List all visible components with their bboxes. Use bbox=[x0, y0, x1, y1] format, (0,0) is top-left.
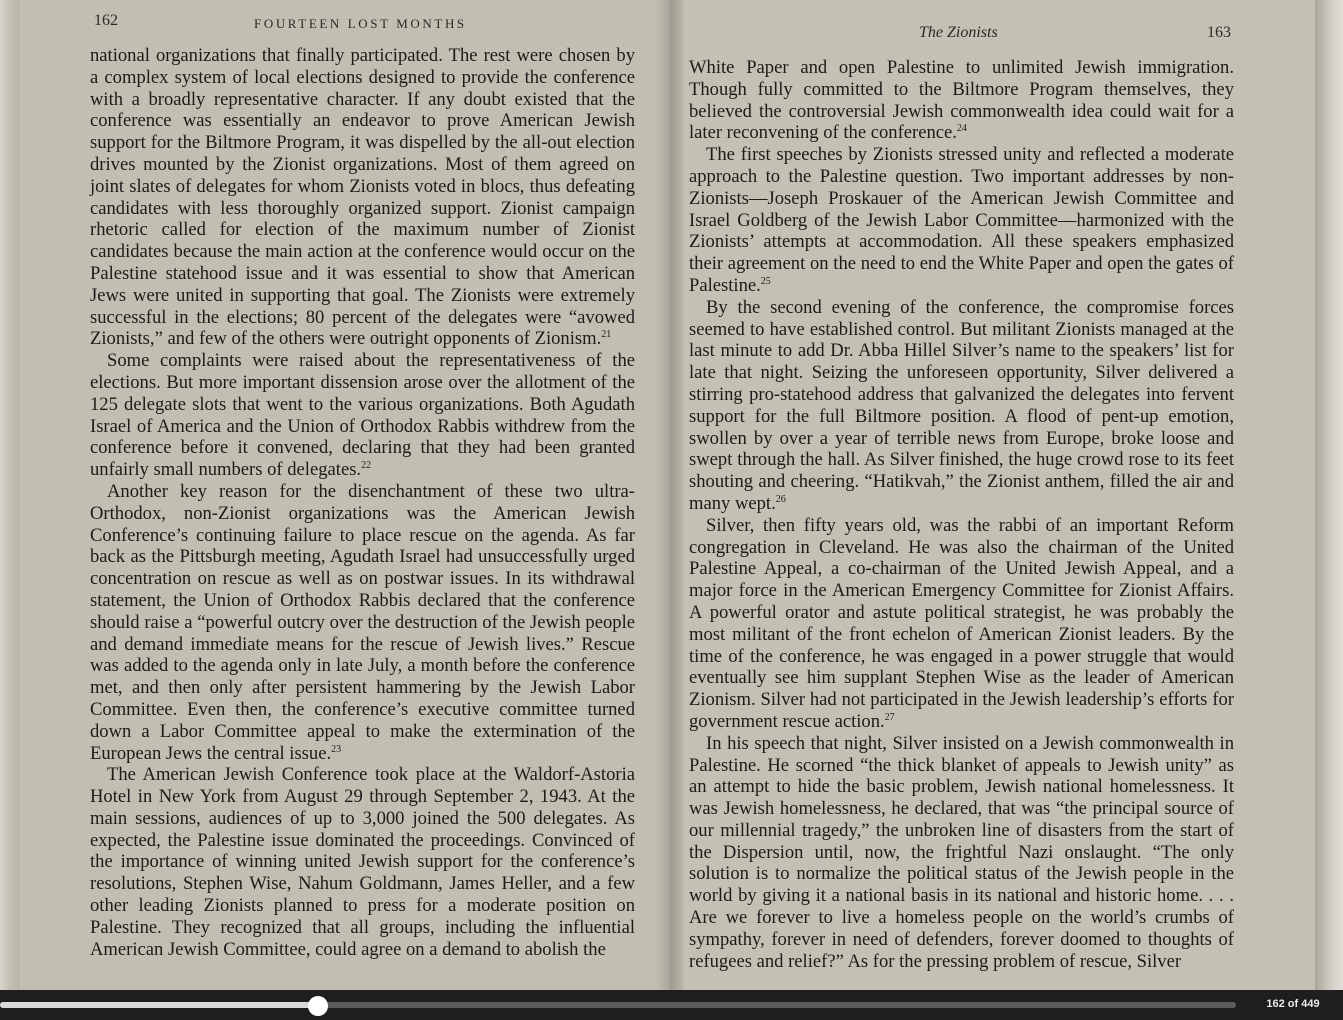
paragraph-text: Silver, then fifty years old, was the rabbi of an important Reform congregation in Cleveland. He was also the chairman of the United Palestine Appeal, a co-chairman of the United Jewish Appeal, and a major force in the American Emergency Committee for Zionist Affairs. A powerful orator and astute political strategist, he was probably the most militant of the front echelon of American Zionist leaders. By the time of the conference, he was engaged in a power struggle that would eventually see him supplant Stephen Wise as the leader of American Zionism. Silver had not participated in the Jewish leadership’s efforts for government rescue action. bbox=[689, 514, 1234, 732]
footnote-marker: 23 bbox=[331, 743, 342, 755]
left-page bbox=[20, 0, 657, 990]
page-stack-edge-right bbox=[1315, 0, 1343, 990]
left-running-head: FOURTEEN LOST MONTHS bbox=[254, 16, 467, 31]
paragraph bbox=[90, 481, 635, 764]
paragraph bbox=[689, 297, 1234, 515]
paragraph-text: By the second evening of the conference, the compromise forces seemed to have established control. But militant Zionists managed at the last minute to add Dr. Abba Hillel Silver’s name to the speakers’ list for late that night. Seizing the unforeseen opportunity, Silver delivered a stirring pro-statehood address that galvanized the delegates into fervent support for the full Biltmore position. A flood of pent-up emotion, swollen by over a year of terrible news from Europe, broke loose and swept through the hall. As Silver finished, the huge crowd rose to its feet shouting and cheering. “Hatikvah,” the Zionist anthem, filled the air and many wept. bbox=[689, 296, 1234, 514]
footnote-marker: 26 bbox=[775, 493, 786, 505]
footnote-marker: 21 bbox=[601, 329, 612, 341]
footnote-marker: 24 bbox=[956, 123, 967, 135]
paragraph-text: national organizations that finally participated. The rest were chosen by a complex system of local elections designed to provide the conference with a broadly representative character. If any doubt existed that the conference was essentially an endeavor to prove American Jewish support for the Biltmore Program, it was dispelled by the all-out election drives mounted by the Zionist organizations. Most of them agreed on joint slates of delegates for whom Zionists voted in blocs, thus defeating candidates with less thoroughly organized support. Zionist campaign rhetoric called for election of the maximum number of Zionist candidates because the main action at the conference would occur on the Palestine statehood issue and it was essential to show that American Jews were united in supporting that goal. The Zionists were extremely successful in the elections; 80 percent of the delegates were “avowed Zionists,” and few of the others were outright opponents of Zionism. bbox=[90, 45, 635, 350]
paragraph-text: White Paper and open Palestine to unlimited Jewish immigration. Though fully committed to the Biltmore Program themselves, they believed the controversial Jewish commonwealth idea could wait for a later reconvening of the conference. bbox=[689, 57, 1234, 144]
paragraph bbox=[689, 733, 1234, 973]
paragraph bbox=[689, 144, 1234, 297]
footnote-marker: 22 bbox=[361, 460, 372, 472]
page-stack-edge-left bbox=[0, 0, 20, 990]
left-page-body-text bbox=[90, 45, 635, 960]
left-page-number: 162 bbox=[94, 12, 118, 29]
footnote-marker: 27 bbox=[884, 711, 895, 723]
paragraph-text: The first speeches by Zionists stressed unity and reflected a moderate approach to the Palestine question. Two important addresses by non-Zionists—Joseph Proskauer of the American Jewish Committee and Israel Goldberg of the Jewish Labor Committee—harmonized with the Zionists’ attempts at accommodation. All these speakers emphasized their agreement on the need to end the White Paper and open the gates of Palestine. bbox=[689, 144, 1234, 296]
paragraph bbox=[689, 57, 1234, 144]
right-page-body-text bbox=[689, 57, 1234, 972]
paragraph bbox=[90, 45, 635, 350]
paragraph-text: Another key reason for the disenchantment of these two ultra-Orthodox, non-Zionist organizations was the American Jewish Conference’s continuing failure to place rescue on the agenda. As far back as the Pittsburgh meeting, Agudath Israel had unsuccessfully urged concentration on rescue as well as on postwar issues. In its withdrawal statement, the Union of Orthodox Rabbis declared that the conference should raise a “powerful outcry over the destruction of the Jewish people and demand immediate means for the rescue of Jewish lives.” Rescue was added to the agenda only in late July, a month before the conference met, and then only after persistent hammering by the Jewish Labor Committee. Even then, the conference’s executive committee turned down a Labor Committee appeal to make the extermination of the European Jews the central issue. bbox=[90, 480, 635, 764]
page-slider-progress bbox=[0, 1002, 318, 1008]
paragraph bbox=[90, 350, 635, 481]
paragraph-text: Some complaints were raised about the representativeness of the elections. But more important dissension arose over the allotment of the 125 delegate slots that went to the various organizations. Both Agudath Israel of America and the Union of Orthodox Rabbis withdrew from the conference before it convened, declaring that they had been granted unfairly small numbers of delegates. bbox=[90, 350, 635, 481]
right-page-number: 163 bbox=[1207, 24, 1231, 41]
page-slider-handle[interactable] bbox=[308, 996, 328, 1016]
paragraph bbox=[689, 515, 1234, 733]
paragraph-text: In his speech that night, Silver insisted on a Jewish commonwealth in Palestine. He scorned “the thick blanket of appeals to Jewish unity” as an attempt to hide the basic problem, Jewish national homelessness. It was Jewish homelessness, he declared, that was “the principal source of our millennial tragedy,” the unbroken line of disasters from the start of the Dispersion until, now, the frightful Nazi onslaught. “The only solution is to normalize the political status of the Jewish people in the world by giving it a national basis in its national and historic home. . . . Are we forever to live a homeless people on the world’s crumbs of sympathy, forever in need of defenders, forever doomed to thoughts of refugees and relief?” As for the pressing problem of rescue, Silver bbox=[689, 732, 1234, 972]
right-running-head: The Zionists bbox=[919, 24, 998, 41]
book-gutter bbox=[655, 0, 685, 990]
paragraph bbox=[90, 764, 635, 960]
footnote-marker: 25 bbox=[760, 275, 771, 287]
paragraph-text: The American Jewish Conference took place at the Waldorf-Astoria Hotel in New York from August 29 through September 2, 1943. At the main sessions, audiences of up to 3,000 joined the 500 delegates. As expected, the Palestine issue dominated the proceedings. Convinced of the importance of winning united Jewish support for the conference’s resolutions, Stephen Wise, Nahum Goldmann, James Heller, and a few other leading Zionists planned to press for a moderate position on Palestine. They recognized that all groups, including the influential American Jewish Committee, could agree on a demand to abolish the bbox=[90, 764, 635, 960]
page-counter: 162 of 449 bbox=[1266, 998, 1320, 1010]
right-page bbox=[684, 0, 1315, 990]
